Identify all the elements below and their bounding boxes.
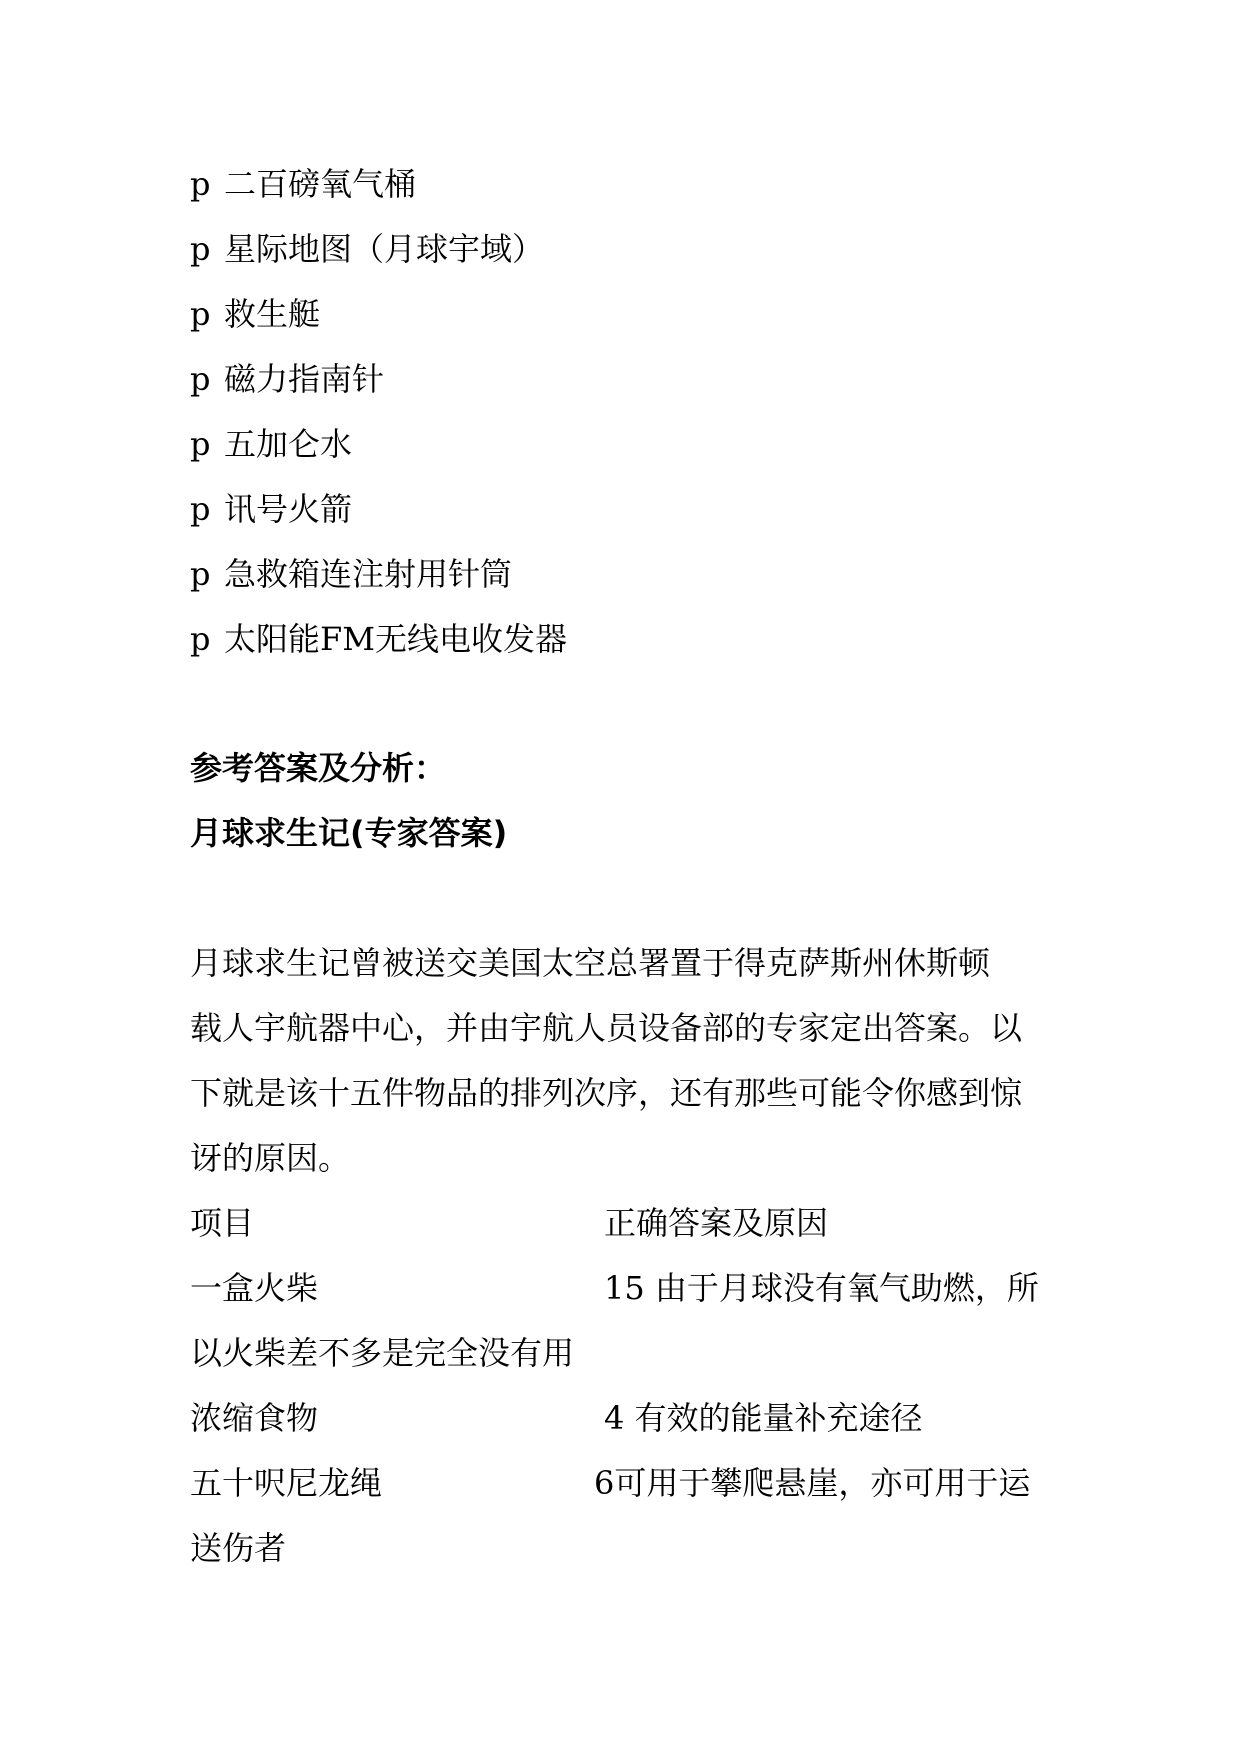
list-item (190, 489, 352, 529)
table-cell-answer: 15 由于月球没有氧气助燃，所 (604, 1269, 1039, 1307)
paragraph-line: 下就是该十五件物品的排列次序，还有那些可能令你感到惊 (190, 1074, 1023, 1112)
list-item (190, 359, 384, 399)
list-item-text: 救生艇 (224, 295, 321, 333)
table-cell-answer: 4 有效的能量补充途径 (604, 1399, 923, 1437)
table-cell-item: 浓缩食物 (190, 1399, 319, 1437)
list-item-text: 五加仑水 (224, 425, 353, 463)
bullet-marker: p (190, 295, 211, 333)
list-item (190, 294, 320, 334)
list-item (190, 424, 352, 464)
bullet-marker: p (190, 165, 211, 203)
bullet-marker: p (190, 425, 211, 463)
paragraph-line: 载人宇航器中心，并由宇航人员设备部的专家定出答案。以 (190, 1009, 1023, 1047)
list-item-text: 磁力指南针 (224, 360, 385, 398)
table-cell-continuation: 送伤者 (190, 1529, 287, 1567)
bullet-marker: p (190, 230, 211, 268)
table-cell-item: 五十呎尼龙绳 (190, 1464, 383, 1502)
bullet-marker: p (190, 620, 211, 658)
list-item-text: 讯号火箭 (224, 490, 353, 528)
table-header-item: 项目 (190, 1204, 255, 1242)
bullet-marker: p (190, 555, 211, 593)
list-item-text: 二百磅氧气桶 (224, 165, 417, 203)
bullet-marker: p (190, 490, 211, 528)
table-header-answer: 正确答案及原因 (604, 1204, 829, 1242)
paragraph-line: 讶的原因。 (190, 1139, 351, 1177)
list-item-text: 太阳能FM无线电收发器 (224, 620, 567, 658)
section-subheading: 月球求生记(专家答案) (190, 814, 508, 852)
list-item (190, 619, 567, 659)
table-cell-item: 一盒火柴 (190, 1269, 319, 1307)
list-item (190, 554, 512, 594)
list-item-text: 急救箱连注射用针筒 (224, 555, 513, 593)
list-item-text: 星际地图（月球宇域） (224, 230, 545, 268)
list-item (190, 164, 416, 204)
bullet-marker: p (190, 360, 211, 398)
list-item (190, 229, 544, 269)
paragraph-line: 月球求生记曾被送交美国太空总署置于得克萨斯州休斯顿 (190, 944, 991, 982)
table-cell-answer: 6可用于攀爬悬崖，亦可用于运 (594, 1464, 1031, 1502)
section-heading: 参考答案及分析： (190, 749, 447, 787)
table-cell-continuation: 以火柴差不多是完全没有用 (190, 1334, 575, 1372)
